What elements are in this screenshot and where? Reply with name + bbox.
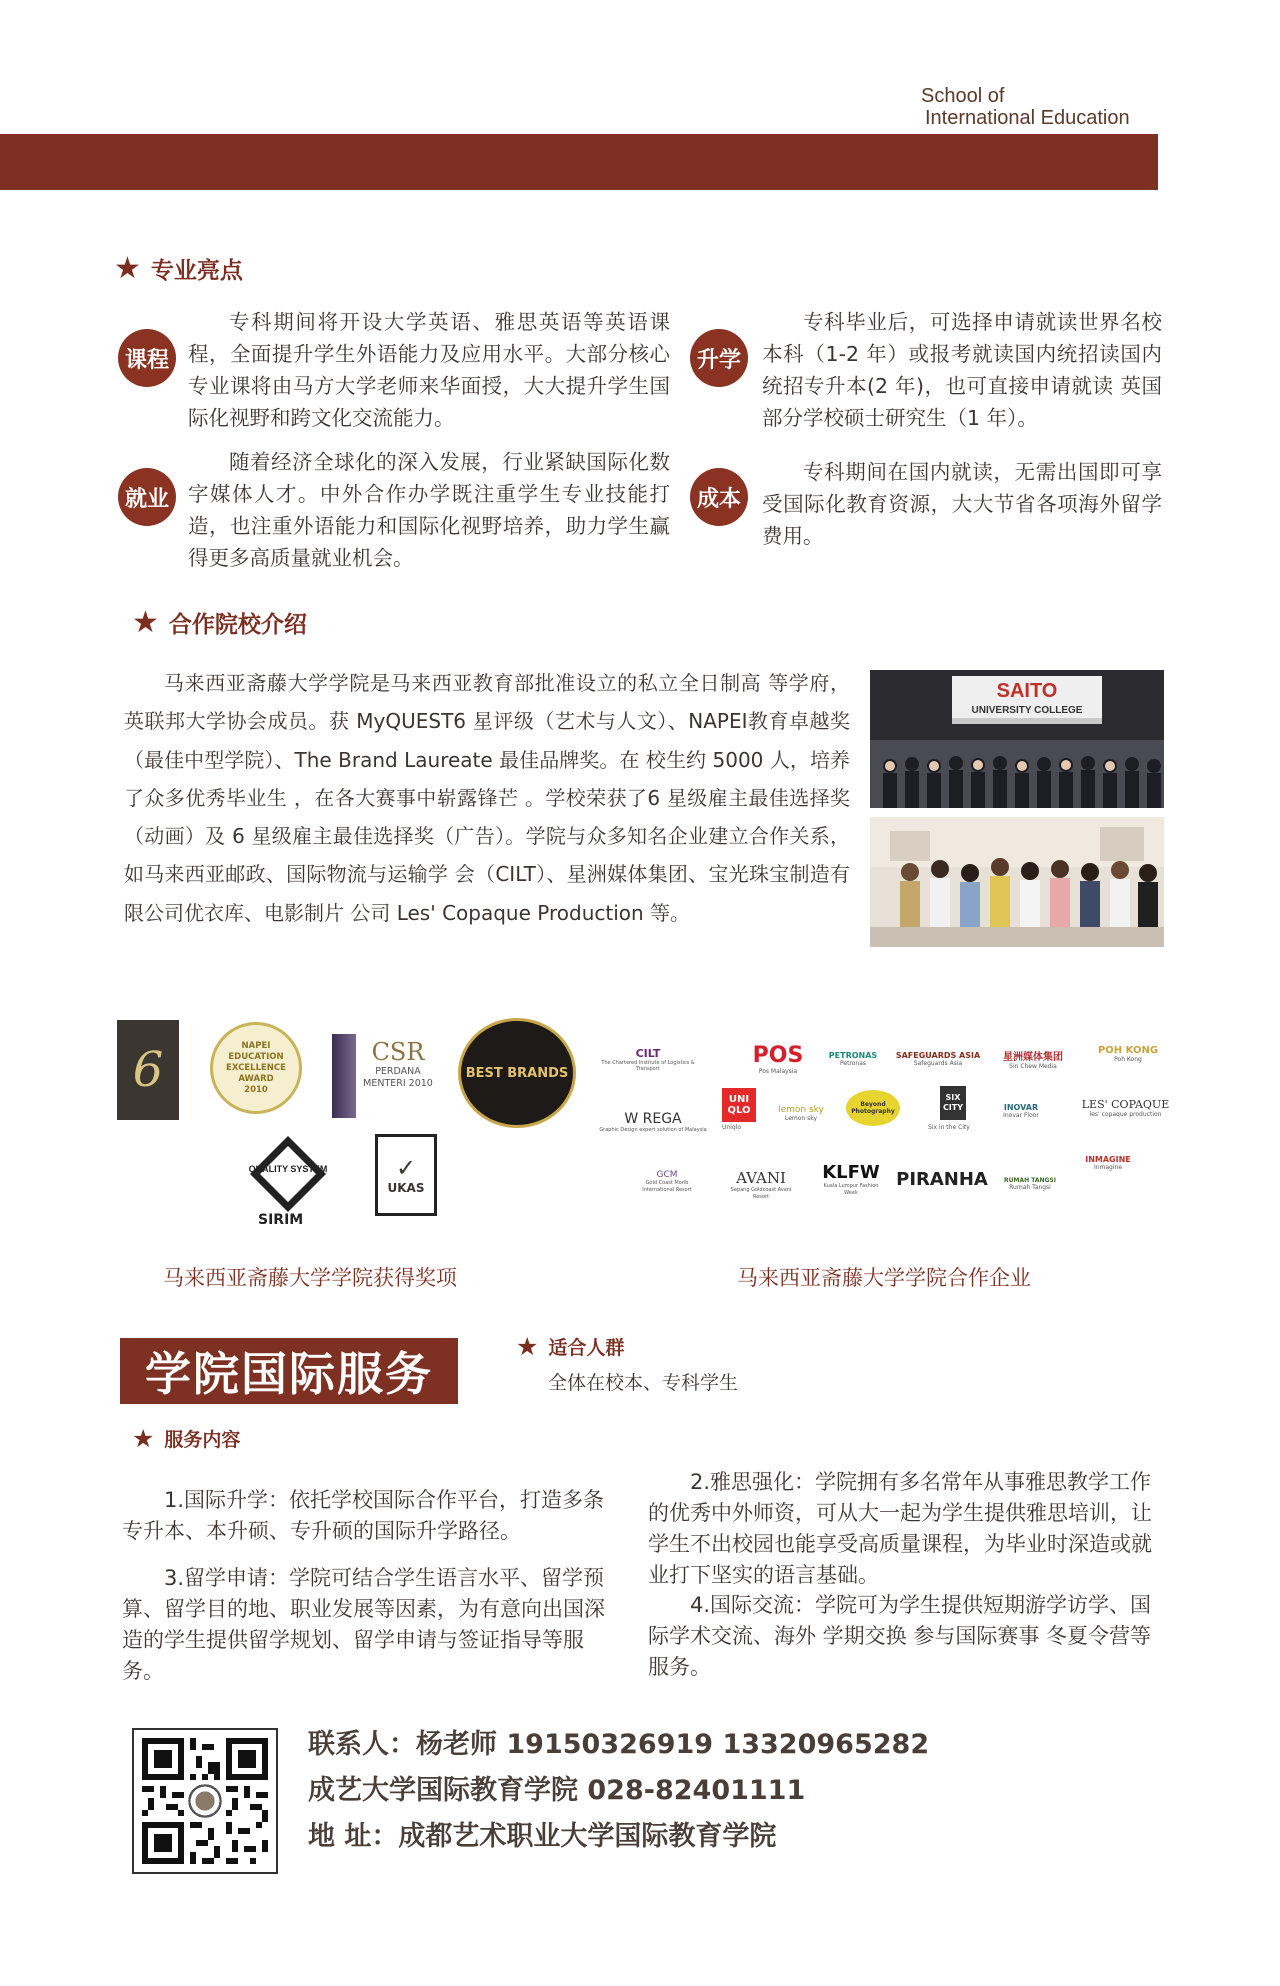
partner-logo-avani: [726, 1160, 796, 1210]
logo-mark: W REGA: [624, 1111, 682, 1127]
star-icon: ★: [114, 250, 141, 286]
partner-logo-inmagine: [1078, 1148, 1138, 1178]
service-item-1: 1.国际升学：依托学校国际合作平台，打造多条专升本、本升硕、专升硕的国际升学路径。: [122, 1488, 605, 1543]
sign-line-2: UNIVERSITY COLLEGE: [971, 705, 1083, 716]
logo-mark: POH KONG: [1097, 1045, 1159, 1056]
best-brands-logo: BEST BRANDS: [458, 1018, 576, 1128]
napei-award-logo: NAPEI EDUCATION EXCELLENCE AWARD 2010: [210, 1022, 302, 1114]
logo-caption: les' copaque production: [1089, 1111, 1162, 1118]
partner-logo-piranha: [896, 1164, 988, 1194]
uniqlo-caption: Uniqlo: [722, 1124, 742, 1131]
logo-mark: LES' COPAQUE: [1081, 1098, 1170, 1111]
partner-logo-goldcoast: [632, 1154, 702, 1210]
highlight-advance-text: 专科毕业后，可选择申请就读世界名校本科（1-2 年）或报考就读国内统招读国内统招专升本(2 年)，也可直接申请就读 英国部分学校硕士研究生（1 年）。: [762, 310, 1162, 430]
csr-award-logo: [362, 1038, 434, 1090]
brand-line-2: International Education: [925, 107, 1130, 129]
service-content-heading-text: 服务内容: [164, 1429, 241, 1451]
audience-heading: [516, 1333, 624, 1360]
logo-mark: PIRANHA: [896, 1168, 988, 1190]
highlight-employment-text: 随着经济全球化的深入发展，行业紧缺国际化数字媒体人才。中外合作办学既注重学生专业技能打造，也注重外语能力和国际化视野培养，助力学生赢得更多高质量就业机会。: [188, 450, 670, 570]
logo-caption: Kuala Lumpur Fashion Week: [823, 1182, 879, 1196]
partner-logos-grid: [598, 1034, 1178, 1234]
campus-photo-graphic: [870, 670, 1164, 808]
logo-caption: Sepang Goldcoast Avani Resort: [730, 1187, 792, 1200]
sign-line-1: SAITO: [996, 680, 1058, 702]
logo-caption: Pos Malaysia: [758, 1068, 798, 1075]
logo-caption: The Chartered Institute of Logistics & Transport: [601, 1059, 695, 1072]
audience-text: 全体在校本、专科学生: [548, 1372, 739, 1394]
partner-logo-klfw: [816, 1156, 886, 1202]
logo-mark: POS: [752, 1043, 804, 1068]
csr-text: CSR: [371, 1038, 425, 1066]
star-icon: ★: [132, 1424, 155, 1453]
logo-caption: Poh Kong: [1114, 1056, 1142, 1063]
contact-address: 地 址：成都艺术职业大学国际教育学院: [308, 1821, 777, 1852]
service-item-3: 3.留学申请：学院可结合学生语言水平、留学预算、留学目的地、职业发展等因素，为有意向出国深造的学生提供留学规划、留学申请与签证指导等服务。: [122, 1566, 605, 1683]
partner-logo-sinchew: [993, 1034, 1073, 1084]
partner-logo-uniqlo: UNI QLO: [722, 1088, 756, 1122]
star-icon: ★: [516, 1332, 539, 1361]
ukas-logo: [375, 1134, 437, 1216]
partner-heading: [132, 606, 307, 639]
csr-subtext: PERDANA MENTERI 2010: [363, 1066, 433, 1089]
partner-logo-wrega: [598, 1100, 708, 1144]
partner-logo-cilt: [598, 1034, 698, 1084]
partner-heading-text: 合作院校介绍: [168, 612, 307, 638]
badge-advance: 升学: [690, 329, 748, 387]
logo-caption: Gold Coast Morib International Resort: [642, 1180, 692, 1193]
csr-emblem: [332, 1034, 356, 1118]
highlights-heading: [114, 252, 243, 285]
partner-logo-petronas: [823, 1034, 883, 1084]
logo-caption: Safeguards Asia: [913, 1060, 963, 1067]
quality-system-text: QUALITY SYSTEM: [248, 1164, 328, 1174]
logo-caption: Sin Chew Media: [1009, 1063, 1057, 1070]
crown-check-icon: ✓: [395, 1154, 417, 1182]
school-brand: [921, 85, 1130, 129]
header-bar: [0, 134, 1158, 190]
service-title: 学院国际服务: [120, 1338, 458, 1404]
partner-logo-pos: [748, 1034, 808, 1084]
qr-code[interactable]: [132, 1728, 278, 1874]
logo-mark: INMAGINE: [1085, 1155, 1131, 1164]
partner-logo-rumahtangsi: [1000, 1164, 1060, 1204]
partner-logo-sixcity: SIX CITY: [940, 1086, 966, 1120]
badge-employment: 就业: [118, 468, 176, 526]
contact-office: 成艺大学国际教育学院 028-82401111: [308, 1775, 806, 1806]
logo-caption: Graphic Design expert solution of Malaysia: [599, 1127, 707, 1133]
logo-caption: Rumah Tangsi: [1009, 1184, 1051, 1191]
logo-mark: RUMAH TANGSI: [1004, 1177, 1056, 1184]
logo-mark: GCM: [656, 1170, 678, 1180]
logo-mark: AVANI: [736, 1169, 786, 1187]
badge-course: 课程: [118, 329, 176, 387]
partner-logo-inovar: [998, 1088, 1044, 1134]
audience-heading-text: 适合人群: [548, 1337, 625, 1359]
highlights-heading-text: 专业亮点: [150, 258, 243, 284]
logo-mark: INOVAR: [1003, 1103, 1039, 1112]
logo-mark: PETRONAS: [828, 1051, 878, 1060]
sirim-diamond-icon: [248, 1134, 328, 1214]
partner-logo-safeguards: [893, 1034, 983, 1084]
service-item-4: 4.国际交流：学院可为学生提供短期游学访学、国际学术交流、海外 学期交换 参与国际赛事 冬夏令营等服务。: [648, 1593, 1152, 1679]
myquest-six: 6: [132, 1042, 164, 1098]
logo-mark: 星洲媒体集团: [1003, 1052, 1063, 1063]
service-item-2: 2.雅思强化：学院拥有多名常年从事雅思教学工作的优秀中外师资，可从大一起为学生提供雅思培训，让学生不出校园也能享受高质量课程，为毕业时深造或就业打下坚实的语言基础。: [648, 1470, 1152, 1587]
myquest-award-logo: [117, 1020, 179, 1120]
logo-mark: CILT: [635, 1046, 661, 1060]
logo-caption: Inmagine: [1093, 1164, 1123, 1171]
logo-caption: Inovar Floor: [1003, 1112, 1039, 1119]
highlight-cost-text: 专科期间在国内就读，无需出国即可享受国际化教育资源，大大节省各项海外留学费用。: [762, 460, 1162, 548]
sirim-label: SIRIM: [258, 1212, 304, 1228]
logo-caption: Lemon sky: [784, 1114, 818, 1122]
sixcity-caption: Six in the City: [928, 1124, 970, 1131]
service-content-heading: [132, 1425, 240, 1452]
logo-mark: KLFW: [822, 1161, 880, 1183]
logo-caption: Petronas: [839, 1060, 867, 1067]
campus-photo: [870, 670, 1164, 808]
students-photo: [870, 817, 1164, 947]
partner-logo-lescopaque: [1078, 1088, 1173, 1128]
badge-cost: 成本: [690, 468, 748, 526]
partner-description: 马来西亚斋藤大学学院是马来西亚教育部批准设立的私立全日制高 等学府，英联邦大学协会成员。获 MyQUEST6 星评级（艺术与人文）、NAPEI教育卓越奖（最佳中型学院）、The Brand Laureate 最佳品牌奖。在 校生约 5000 人，培养了众多优秀毕业生 ，在各大赛事中崭露锋芒 。学校荣获了6 星级雇主最佳选择奖（动画）及 6 星级雇主最佳选择奖（广告）。学院与众多知名企业建立合作关系，如马来西亚邮政、国际物流与运输学 会（CILT）、星洲媒体集团、宝光珠宝制造有限公司优衣库、电影制片 公司 Les' Copaque Production 等。: [124, 671, 850, 925]
ukas-text: UKAS: [387, 1181, 425, 1195]
highlight-course-text: 专科期间将开设大学英语、雅思英语等英语课程，全面提升学生外语能力及应用水平。大部分核心专业课将由马方大学老师来华面授，大大提升学生国际化视野和跨文化交流能力。: [188, 310, 670, 430]
partners-caption: 马来西亚斋藤大学学院合作企业: [737, 1266, 1031, 1290]
partner-logo-pohkong: [1088, 1034, 1168, 1074]
awards-caption: 马来西亚斋藤大学学院获得奖项: [163, 1266, 457, 1290]
star-icon: ★: [132, 604, 159, 640]
brand-line-1: School of: [921, 85, 1005, 107]
partner-logo-beyond: Beyond Photography: [846, 1090, 900, 1126]
sirim-quality-logo: [248, 1134, 328, 1214]
logo-mark: lemon sky: [778, 1104, 824, 1115]
qr-code-icon: [142, 1738, 268, 1864]
partner-logo-lemonsky: [776, 1090, 826, 1136]
contact-phone: 联系人：杨老师 19150326919 13320965282: [308, 1729, 930, 1760]
students-photo-graphic: [870, 817, 1164, 947]
logo-mark: SAFEGUARDS ASIA: [895, 1051, 981, 1060]
